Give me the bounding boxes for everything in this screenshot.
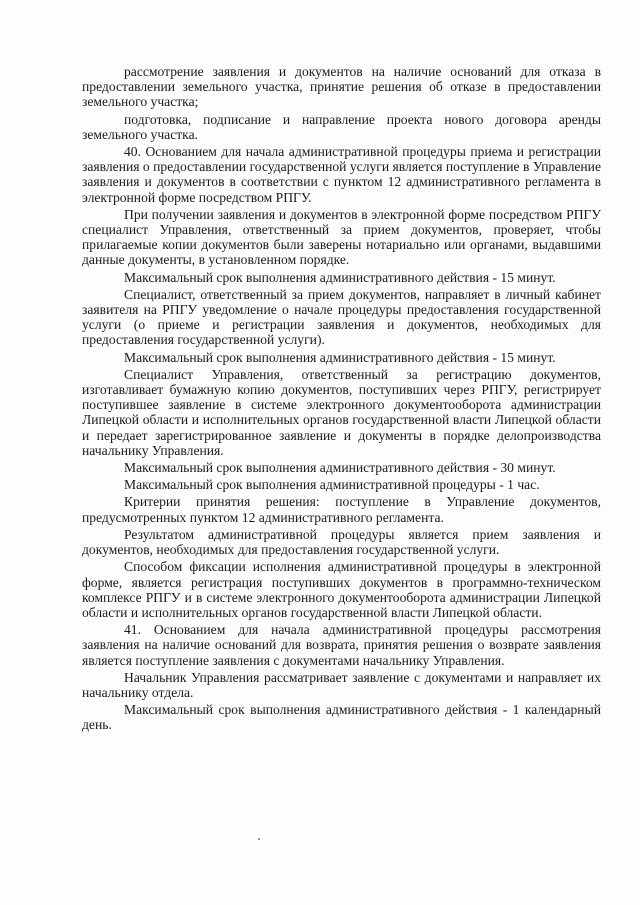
- scan-speck: [258, 838, 260, 840]
- document-body: [82, 64, 601, 735]
- paragraph: 41. Основанием для начала административной процедуры рассмотрения заявления на наличие оснований для возврата, принятия решения о возврате заявления является поступление заявления с документами начальнику Управления.: [82, 622, 601, 668]
- paragraph: Максимальный срок выполнения административного действия - 15 минут.: [124, 349, 556, 365]
- paragraph: Критерии принятия решения: поступление в Управление документов, предусмотренных пунктом 12 административного регламента.: [82, 494, 601, 525]
- paragraph: подготовка, подписание и направление проекта нового договора аренды земельного участка.: [82, 111, 601, 142]
- paragraph: Максимальный срок выполнения административного действия - 1 календарный день.: [82, 702, 601, 733]
- paragraph: Начальник Управления рассматривает заявление с документами и направляет их начальнику отдела.: [82, 669, 601, 700]
- paragraph: 40. Основанием для начала административной процедуры приема и регистрации заявления о предоставлении государственной услуги является поступление в Управление заявления и документов в соответствии с пунктом 12 административного регламента в электронной форме посредством РПГУ.: [82, 144, 601, 205]
- paragraph: Максимальный срок выполнения административной процедуры - 1 час.: [124, 477, 540, 493]
- paragraph: рассмотрение заявления и документов на наличие оснований для отказа в предоставлении земельного участка, принятие решения об отказе в предоставлении земельного участка;: [82, 64, 601, 110]
- paragraph: Способом фиксации исполнения административной процедуры в электронной форме, является регистрация поступивших документов в программно-техническом комплексе РПГУ и в системе электронного документооборота администрации Липецкой области и исполнительных органов государственной власти Липецкой области.: [82, 559, 601, 620]
- paragraph: Специалист, ответственный за прием документов, направляет в личный кабинет заявителя на РПГУ уведомление о начале процедуры предоставления государственной услуги (о приеме и регистрации заявления и документов, необходимых для предоставления государственной услуги).: [82, 286, 601, 348]
- paragraph: Специалист Управления, ответственный за регистрацию документов, изготавливает бумажную копию документов, поступивших через РПГУ, регистрирует поступившее заявление в системе электронного документооборота администрации Липецкой области и исполнительных органов государственной власти Липецкой области и передает зарегистрированное заявление и документы в порядке делопроизводства начальнику Управления.: [82, 366, 601, 458]
- paragraph: Результатом административной процедуры является прием заявления и документов, необходимых для предоставления государственной услуги.: [82, 526, 601, 558]
- paragraph: При получении заявления и документов в электронной форме посредством РПГУ специалист Управления, ответственный за прием документов, проверяет, чтобы прилагаемые копии документов были заверены нотариально или органами, выдавшими данные документы, в установленном порядке.: [82, 206, 601, 268]
- paragraph: Максимальный срок выполнения административного действия - 15 минут.: [124, 269, 556, 285]
- paragraph: Максимальный срок выполнения административного действия - 30 минут.: [124, 460, 556, 476]
